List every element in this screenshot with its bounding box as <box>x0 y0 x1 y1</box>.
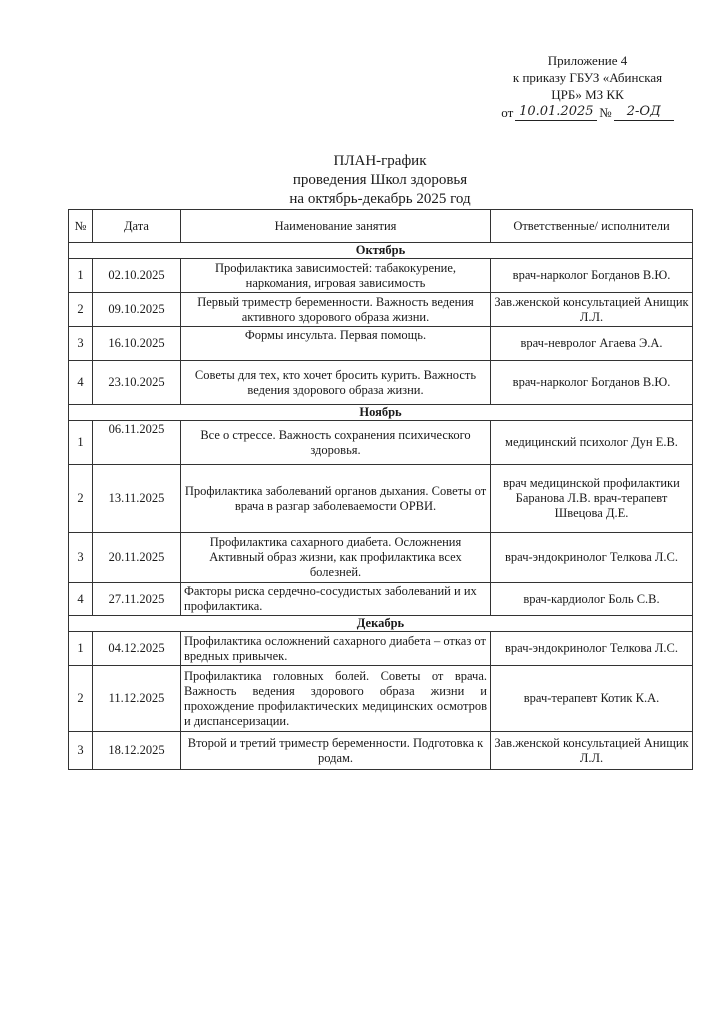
row-topic: Формы инсульта. Первая помощь. <box>181 327 491 361</box>
row-topic: Второй и третий триместр беременности. Подготовка к родам. <box>181 732 491 770</box>
row-number: 4 <box>69 583 93 616</box>
column-header-topic: Наименование занятия <box>181 210 491 243</box>
row-number: 3 <box>69 732 93 770</box>
row-responsible: врач медицинской профилактики Баранова Л.В. врач-терапевт Швецова Д.Е. <box>491 465 693 533</box>
table-row <box>69 421 693 465</box>
month-label: Ноябрь <box>69 405 693 421</box>
appendix-label: Приложение 4 <box>547 53 628 68</box>
table-row <box>69 533 693 583</box>
row-responsible: медицинский психолог Дун Е.В. <box>491 421 693 465</box>
title-line-2: проведения Школ здоровья <box>292 172 468 188</box>
row-topic: Профилактика заболеваний органов дыхания. Советы от врача в разгар заболеваемости ОРВИ. <box>181 465 491 533</box>
table-row <box>69 583 693 616</box>
row-topic: Профилактика головных болей. Советы от врача. Важность ведения здорового образа жизни и прохождение профилактических медицинских осмотров и диспансеризации. <box>181 666 491 732</box>
row-number: 1 <box>69 421 93 465</box>
row-date: 09.10.2025 <box>93 293 181 327</box>
row-number: 2 <box>69 666 93 732</box>
row-number: 2 <box>69 293 93 327</box>
row-date: 11.12.2025 <box>93 666 181 732</box>
row-date: 18.12.2025 <box>93 732 181 770</box>
row-date: 27.11.2025 <box>93 583 181 616</box>
row-date: 23.10.2025 <box>93 361 181 405</box>
row-number: 2 <box>69 465 93 533</box>
row-date: 20.11.2025 <box>93 533 181 583</box>
table-row <box>69 465 693 533</box>
month-label: Октябрь <box>69 243 693 259</box>
row-topic: Все о стрессе. Важность сохранения психического здоровья. <box>181 421 491 465</box>
table-header-row <box>69 210 693 243</box>
row-number: 1 <box>69 632 93 666</box>
row-responsible: Зав.женской консультацией Анищик Л.Л. <box>491 732 693 770</box>
row-responsible: врач-нарколог Богданов В.Ю. <box>491 259 693 293</box>
row-responsible: Зав.женской консультацией Анищик Л.Л. <box>491 293 693 327</box>
row-date: 06.11.2025 <box>93 421 181 465</box>
document-title <box>200 152 560 209</box>
row-date: 02.10.2025 <box>93 259 181 293</box>
row-responsible: врач-эндокринолог Телкова Л.С. <box>491 533 693 583</box>
table-row <box>69 327 693 361</box>
order-header <box>480 52 695 121</box>
row-date: 04.12.2025 <box>93 632 181 666</box>
table-row <box>69 666 693 732</box>
table-row <box>69 632 693 666</box>
table-row <box>69 732 693 770</box>
title-line-1: ПЛАН-график <box>333 153 427 169</box>
row-topic: Первый триместр беременности. Важность ведения активного здорового образа жизни. <box>181 293 491 327</box>
row-responsible: врач-эндокринолог Телкова Л.С. <box>491 632 693 666</box>
row-date: 13.11.2025 <box>93 465 181 533</box>
month-label: Декабрь <box>69 616 693 632</box>
month-row-december <box>69 616 693 632</box>
organization-line: ЦРБ» МЗ КК <box>551 87 624 102</box>
row-number: 3 <box>69 327 93 361</box>
row-date: 16.10.2025 <box>93 327 181 361</box>
row-responsible: врач-нарколог Богданов В.Ю. <box>491 361 693 405</box>
from-label: от <box>501 105 514 120</box>
column-header-responsible: Ответственные/ исполнители <box>491 210 693 243</box>
table-row <box>69 361 693 405</box>
row-topic: Профилактика зависимостей: табакокурение, наркомания, игровая зависимость <box>181 259 491 293</box>
table-row <box>69 259 693 293</box>
row-responsible: врач-невролог Агаева Э.А. <box>491 327 693 361</box>
number-label: № <box>599 105 612 120</box>
month-row-november <box>69 405 693 421</box>
row-responsible: врач-кардиолог Боль С.В. <box>491 583 693 616</box>
order-date-number-line <box>480 103 695 121</box>
schedule-table <box>68 209 693 770</box>
row-responsible: врач-терапевт Котик К.А. <box>491 666 693 732</box>
table-row <box>69 293 693 327</box>
order-reference: к приказу ГБУЗ «Абинская <box>512 70 663 85</box>
title-line-3: на октябрь-декабрь 2025 год <box>289 191 471 207</box>
handwritten-date: 10.01.2025 <box>515 103 597 121</box>
month-row-october <box>69 243 693 259</box>
row-number: 4 <box>69 361 93 405</box>
handwritten-number: 2-ОД <box>614 103 674 121</box>
column-header-date: Дата <box>93 210 181 243</box>
row-topic: Факторы риска сердечно-сосудистых заболеваний и их профилактика. <box>181 583 491 616</box>
row-topic: Советы для тех, кто хочет бросить курить. Важность ведения здорового образа жизни. <box>181 361 491 405</box>
row-number: 3 <box>69 533 93 583</box>
row-topic: Профилактика сахарного диабета. Осложнения Активный образ жизни, как профилактика всех болезней. <box>181 533 491 583</box>
column-header-number: № <box>69 210 93 243</box>
row-topic: Профилактика осложнений сахарного диабета – отказ от вредных привычек. <box>181 632 491 666</box>
row-number: 1 <box>69 259 93 293</box>
